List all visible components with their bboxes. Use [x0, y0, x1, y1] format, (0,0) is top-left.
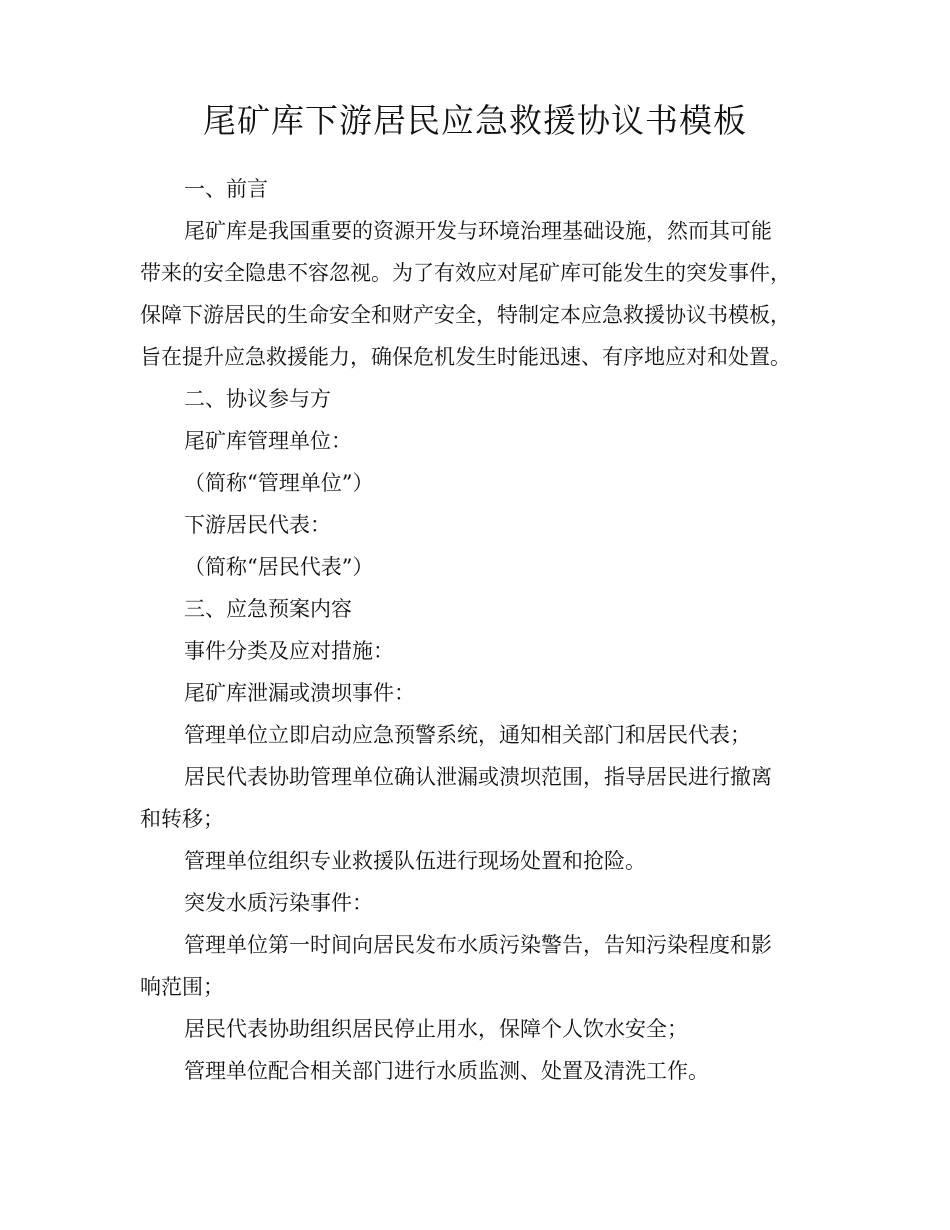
paragraph-2 — [140, 210, 830, 378]
paragraph-6-line-1: 下游居民代表： — [184, 513, 331, 537]
paragraph-13 — [140, 840, 830, 882]
paragraph-14 — [140, 882, 830, 924]
paragraph-5 — [140, 462, 830, 504]
paragraph-1-line-1: 一、前言 — [184, 177, 268, 201]
paragraph-2-line-4: 旨在提升应急救援能力，确保危机发生时能迅速、有序地应对和处置。 — [140, 345, 791, 369]
paragraph-13-line-1: 管理单位组织专业救援队伍进行现场处置和抢险。 — [184, 849, 646, 873]
paragraph-4-line-1: 尾矿库管理单位： — [184, 429, 352, 453]
paragraph-3-line-1: 二、协议参与方 — [184, 387, 331, 411]
paragraph-12 — [140, 756, 830, 840]
document-body — [140, 168, 830, 1092]
paragraph-4 — [140, 420, 830, 462]
paragraph-9 — [140, 630, 830, 672]
paragraph-17 — [140, 1050, 830, 1092]
paragraph-2-line-1: 尾矿库是我国重要的资源开发与环境治理基础设施，然而其可能 — [184, 219, 772, 243]
paragraph-9-line-1: 事件分类及应对措施： — [184, 639, 394, 663]
paragraph-11 — [140, 714, 830, 756]
paragraph-8-line-1: 三、应急预案内容 — [184, 597, 352, 621]
paragraph-16-line-1: 居民代表协助组织居民停止用水，保障个人饮水安全； — [184, 1017, 688, 1041]
paragraph-3 — [140, 378, 830, 420]
paragraph-16 — [140, 1008, 830, 1050]
paragraph-12-line-1: 居民代表协助管理单位确认泄漏或溃坝范围，指导居民进行撤离 — [184, 765, 772, 789]
paragraph-8 — [140, 588, 830, 630]
paragraph-6 — [140, 504, 830, 546]
paragraph-17-line-1: 管理单位配合相关部门进行水质监测、处置及清洗工作。 — [184, 1059, 709, 1083]
paragraph-1 — [140, 168, 830, 210]
paragraph-14-line-1: 突发水质污染事件： — [184, 891, 373, 915]
paragraph-15-line-2: 响范围； — [140, 975, 224, 999]
paragraph-10 — [140, 672, 830, 714]
paragraph-12-line-2: 和转移； — [140, 807, 224, 831]
paragraph-7-line-1: （简称“居民代表”） — [184, 555, 374, 579]
paragraph-15-line-1: 管理单位第一时间向居民发布水质污染警告，告知污染程度和影 — [184, 933, 772, 957]
paragraph-2-line-2: 带来的安全隐患不容忽视。为了有效应对尾矿库可能发生的突发事件， — [140, 261, 791, 285]
paragraph-15 — [140, 924, 830, 1008]
paragraph-2-line-3: 保障下游居民的生命安全和财产安全，特制定本应急救援协议书模板， — [140, 303, 791, 327]
paragraph-11-line-1: 管理单位立即启动应急预警系统，通知相关部门和居民代表； — [184, 723, 751, 747]
document-title: 尾矿库下游居民应急救援协议书模板 — [203, 101, 747, 140]
paragraph-10-line-1: 尾矿库泄漏或溃坝事件： — [184, 681, 415, 705]
paragraph-7 — [140, 546, 830, 588]
paragraph-5-line-1: （简称“管理单位”） — [184, 471, 374, 495]
